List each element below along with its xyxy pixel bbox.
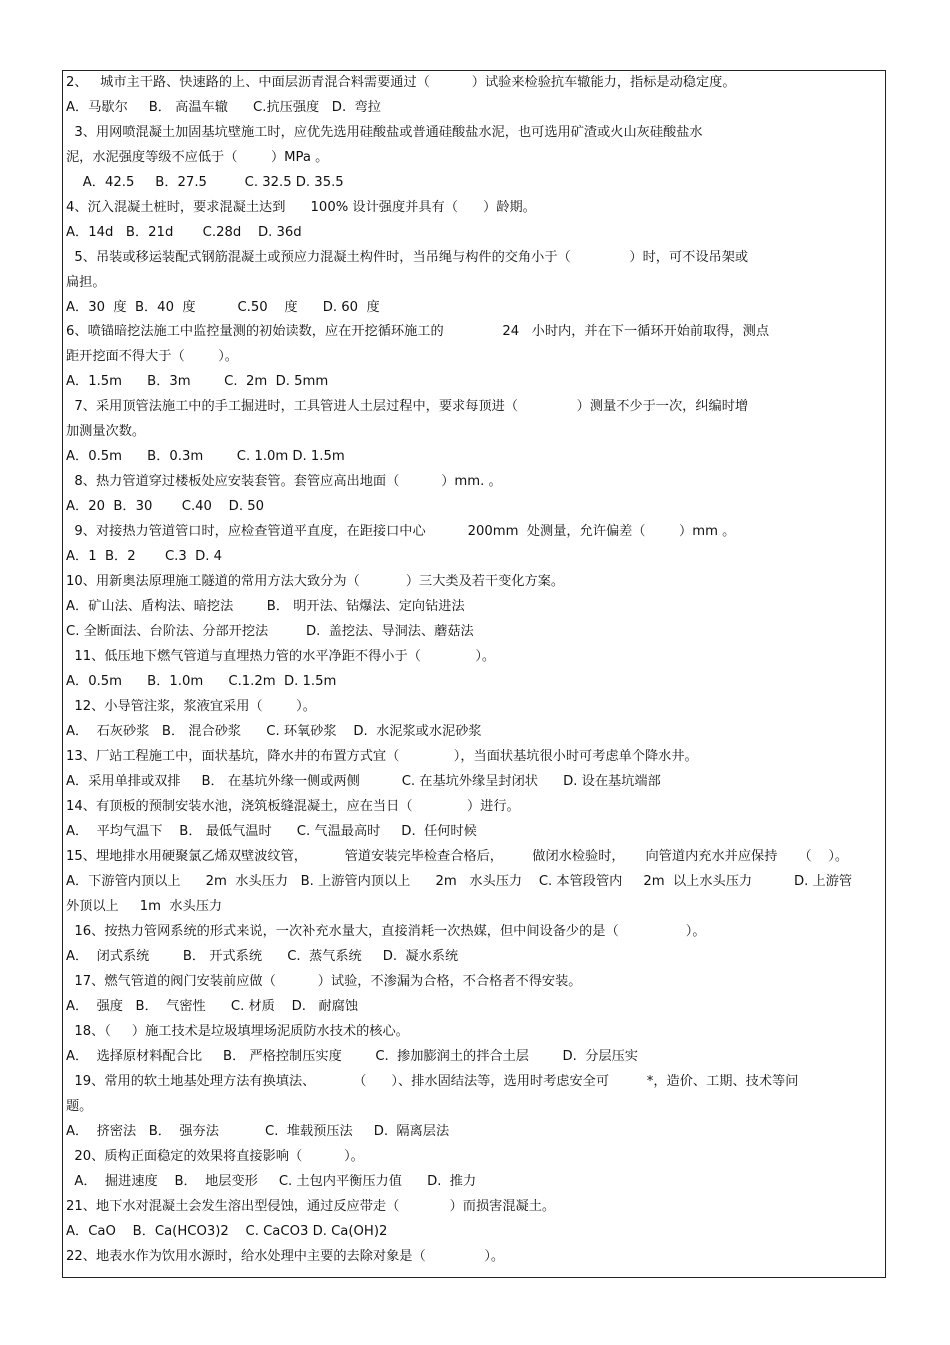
text-line: A．CaO B．Ca(HCO3)2 C. CaCO3 D. Ca(OH)2 — [66, 1224, 388, 1239]
text-line: 11、低压地下燃气管道与直埋热力管的水平净距不得小于（ ）。 — [66, 649, 496, 664]
text-line: 10、用新奥法原理施工隧道的常用方法大致分为（ ）三大类及若干变化方案。 — [66, 574, 565, 589]
text-line: A． 选择原材料配合比 B． 严格控制压实度 C. 掺加膨润土的拌合土层 D. 分层压实 — [66, 1049, 638, 1064]
text-line: A． 掘进速度 B． 地层变形 C. 土包内平衡压力值 D. 推力 — [66, 1174, 477, 1189]
text-line: A．0.5m B．1.0m C.1.2m D. 1.5m — [66, 674, 337, 689]
text-line: 14、有顶板的预制安装水池，浇筑板缝混凝土，应在当日（ ）进行。 — [66, 799, 520, 814]
text-line: 13、厂站工程施工中，面状基坑，降水井的布置方式宜（ ），当面状基坑很小时可考虑单个降水井。 — [66, 749, 698, 764]
text-line: 7、采用顶管法施工中的手工掘进时，工具管进人土层过程中，要求每顶进（ ）测量不少于一次，纠编时增 — [66, 399, 749, 414]
text-line: 20、质构正面稳定的效果将直接影响（ ）。 — [66, 1149, 364, 1164]
text-line: 8、热力管道穿过楼板处应安装套管。套管应高出地面（ ）mm. 。 — [66, 474, 502, 489]
text-line: 18、（ ）施工技术是垃圾填埋场泥质防水技术的核心。 — [66, 1024, 409, 1039]
text-line: 17、燃气管道的阀门安装前应做（ ）试验，不渗漏为合格，不合格者不得安装。 — [66, 974, 582, 989]
text-line: A．1 B．2 C.3 D. 4 — [66, 549, 223, 564]
text-line: 距开挖面不得大于（ ）。 — [66, 349, 238, 364]
text-line: A．矿山法、盾构法、暗挖法 B． 明开法、钻爆法、定向钻进法 — [66, 599, 465, 614]
text-line: A． 挤密法 B． 强夯法 C. 堆载预压法 D. 隔离层法 — [66, 1124, 450, 1139]
text-line: A． 闭式系统 B． 开式系统 C. 蒸气系统 D. 凝水系统 — [66, 949, 459, 964]
text-line: 题。 — [66, 1099, 93, 1114]
text-line: 4、沉入混凝土桩时，要求混凝土达到 100% 设计强度并具有（ ）龄期。 — [66, 200, 536, 215]
text-line: A．20 B．30 C.40 D. 50 — [66, 499, 264, 514]
text-line: 外顶以上 1m 水头压力 — [66, 899, 223, 914]
text-line: A．马歇尔 B． 高温车辙 C.抗压强度 D. 弯拉 — [66, 100, 381, 115]
text-line: A．30 度 B．40 度 C.50 度 D. 60 度 — [66, 300, 380, 315]
text-line: 12、小导管注浆，浆液宜采用（ ）。 — [66, 699, 316, 714]
text-line: A． 石灰砂浆 B． 混合砂浆 C. 环氧砂浆 D. 水泥浆或水泥砂浆 — [66, 724, 482, 739]
text-line: 6、喷锚暗挖法施工中监控量测的初始读数，应在开挖循环施工的 24 小时内，并在下一循环开始前取得，测点 — [66, 324, 770, 339]
text-line: A．1.5m B．3m C. 2m D. 5mm — [66, 374, 329, 389]
text-line: 加测量次数。 — [66, 424, 146, 439]
text-line: A．42.5 B．27.5 C. 32.5 D. 35.5 — [66, 175, 344, 190]
text-line: A． 平均气温下 B． 最低气温时 C. 气温最高时 D. 任何时候 — [66, 824, 477, 839]
text-line: A． 强度 B． 气密性 C. 材质 D. 耐腐蚀 — [66, 999, 359, 1014]
text-line: 扁担。 — [66, 275, 106, 290]
text-line: 泥，水泥强度等级不应低于（ ）MPa 。 — [66, 150, 329, 165]
text-line: A．采用单排或双排 B． 在基坑外缘一侧或两侧 C. 在基坑外缘呈封闭状 D. 设在基坑端部 — [66, 774, 661, 789]
text-line: 3、用网喷混凝土加固基坑壁施工时，应优先选用硅酸盐或普通硅酸盐水泥，也可选用矿渣或火山灰硅酸盐水 — [66, 125, 703, 140]
text-line: A．14d B．21d C.28d D. 36d — [66, 225, 302, 240]
text-line: 19、常用的软土地基处理方法有换填法、 （ ）、排水固结法等，选用时考虑安全可 *，造价、工期、技术等问 — [66, 1074, 799, 1089]
text-line: 5、吊装或移运装配式钢筋混凝土或预应力混凝土构件时，当吊绳与构件的交角小于（ ）时，可不设吊架或 — [66, 250, 749, 265]
text-line: A．下游管内顶以上 2m 水头压力 B. 上游管内顶以上 2m 水头压力 C. 本管段管内 2m 以上水头压力 D. 上游管 — [66, 874, 853, 889]
text-line: 16、按热力管网系统的形式来说，一次补充水量大，直接消耗一次热媒，但中间设备少的是（ ）。 — [66, 924, 706, 939]
text-line: 2、 城市主干路、快速路的上、中面层沥青混合料需要通过（ ）试验来检验抗车辙能力，指标是动稳定度。 — [66, 75, 736, 90]
text-line: 15、埋地排水用硬聚氯乙烯双壁波纹管， 管道安装完毕检查合格后， 做闭水检验时， 向管道内充水并应保持 （ ）。 — [66, 849, 849, 864]
text-line: A．0.5m B．0.3m C. 1.0m D. 1.5m — [66, 449, 345, 464]
text-line: C. 全断面法、台阶法、分部开挖法 D. 盖挖法、导洞法、蘑菇法 — [66, 624, 474, 639]
text-line: 9、对接热力管道管口时，应检查管道平直度，在距接口中心 200mm 处测量，允许偏差（ ）mm 。 — [66, 524, 736, 539]
text-line: 22、地表水作为饮用水源时，给水处理中主要的去除对象是（ ）。 — [66, 1249, 505, 1264]
text-line: 21、地下水对混凝土会发生溶出型侵蚀，通过反应带走（ ）而损害混凝土。 — [66, 1199, 556, 1214]
